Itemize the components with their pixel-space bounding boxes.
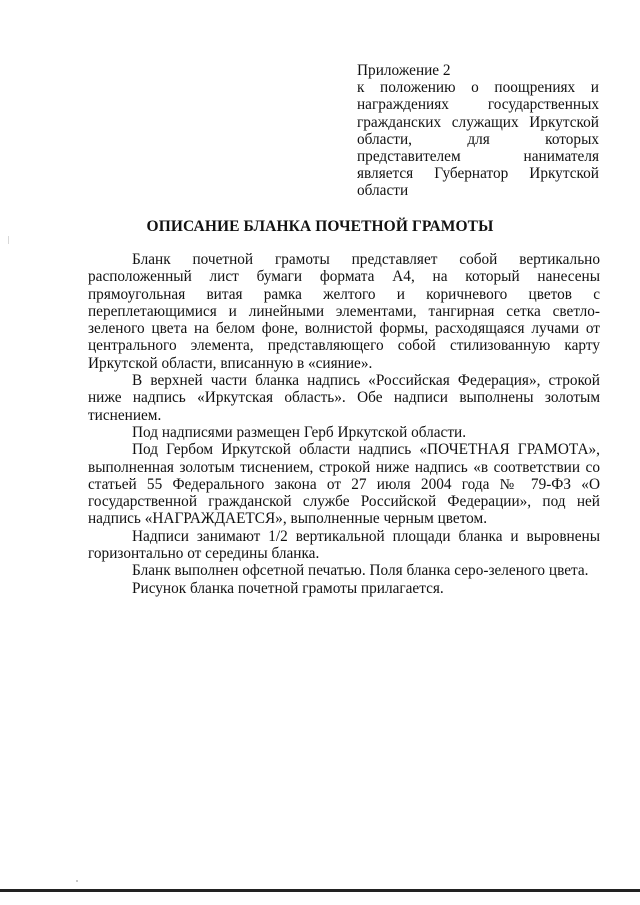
paragraph-line: Под надписями размещен Герб Иркутской области. [132, 423, 467, 441]
document-body [88, 251, 600, 597]
paragraph-line: тиснением. [88, 406, 162, 424]
paragraph-line: Под Гербом Иркутской области надпись «ПОЧЕТНАЯ ГРАМОТА», [132, 441, 600, 459]
paragraph-line: Иркутской области, вписанную в «сияние». [88, 354, 373, 372]
appendix-line: гражданских служащих Иркутской [357, 113, 599, 131]
appendix-line: Приложение 2 [357, 62, 451, 79]
paragraph [88, 424, 600, 441]
paragraph-line: зеленого цвета на белом фоне, волнистой формы, расходящаяся лучами от [88, 320, 600, 338]
appendix-line: области, для которых [357, 130, 599, 148]
paragraph [88, 441, 600, 527]
paragraph [88, 562, 600, 579]
paragraph-line: расположенный лист бумаги формата А4, на который нанесены [88, 268, 600, 286]
paragraph-line: Рисунок бланка почетной грамоты прилагается. [132, 579, 444, 597]
scan-speck [76, 880, 78, 882]
paragraph-line: прямоугольная витая рамка желтого и коричневого цветов с [88, 285, 600, 303]
appendix-line: представителем нанимателя [357, 148, 599, 166]
appendix-line: к положению о поощрениях и [357, 79, 599, 97]
paragraph [88, 528, 600, 563]
paragraph-line: В верхней части бланка надпись «Российская Федерация», строкой [132, 372, 600, 390]
paragraph-line: выполненная золотым тиснением, строкой ниже надпись «в соответствии со [88, 458, 600, 476]
paragraph-line: Бланк почетной грамоты представляет собой вертикально [132, 251, 600, 268]
scan-margin-mark [8, 236, 9, 244]
paragraph-line: переплетающимися и линейными элементами, тангирная сетка светло- [88, 302, 600, 320]
document-title: ОПИСАНИЕ БЛАНКА ПОЧЕТНОЙ ГРАМОТЫ [146, 218, 494, 235]
paragraph-line: Бланк выполнен офсетной печатью. Поля бланка серо-зеленого цвета. [132, 562, 589, 580]
paragraph [88, 372, 600, 424]
appendix-line: является Губернатор Иркутской [357, 165, 599, 183]
page-bottom-edge [0, 889, 640, 892]
appendix-header [357, 62, 599, 200]
paragraph-line: центрального элемента, представляющего собой стилизованную карту [88, 337, 600, 355]
paragraph-line: статьей 55 Федерального закона от 27 июля 2004 года № 79-ФЗ «О [88, 475, 600, 493]
paragraph-line: горизонтально от середины бланка. [88, 545, 320, 563]
paragraph-line: Надписи занимают 1/2 вертикальной площади бланка и выровнены [132, 527, 600, 545]
appendix-line: награждениях государственных [357, 96, 599, 114]
paragraph-line: государственной гражданской службе Российской Федерации», под ней [88, 493, 600, 511]
paragraph-line: ниже надпись «Иркутская область». Обе надписи выполнены золотым [88, 389, 600, 407]
paragraph-line: надпись «НАГРАЖДАЕТСЯ», выполненные черным цветом. [88, 510, 488, 528]
paragraph [88, 580, 600, 597]
appendix-line: области [357, 182, 409, 200]
paragraph [88, 251, 600, 372]
